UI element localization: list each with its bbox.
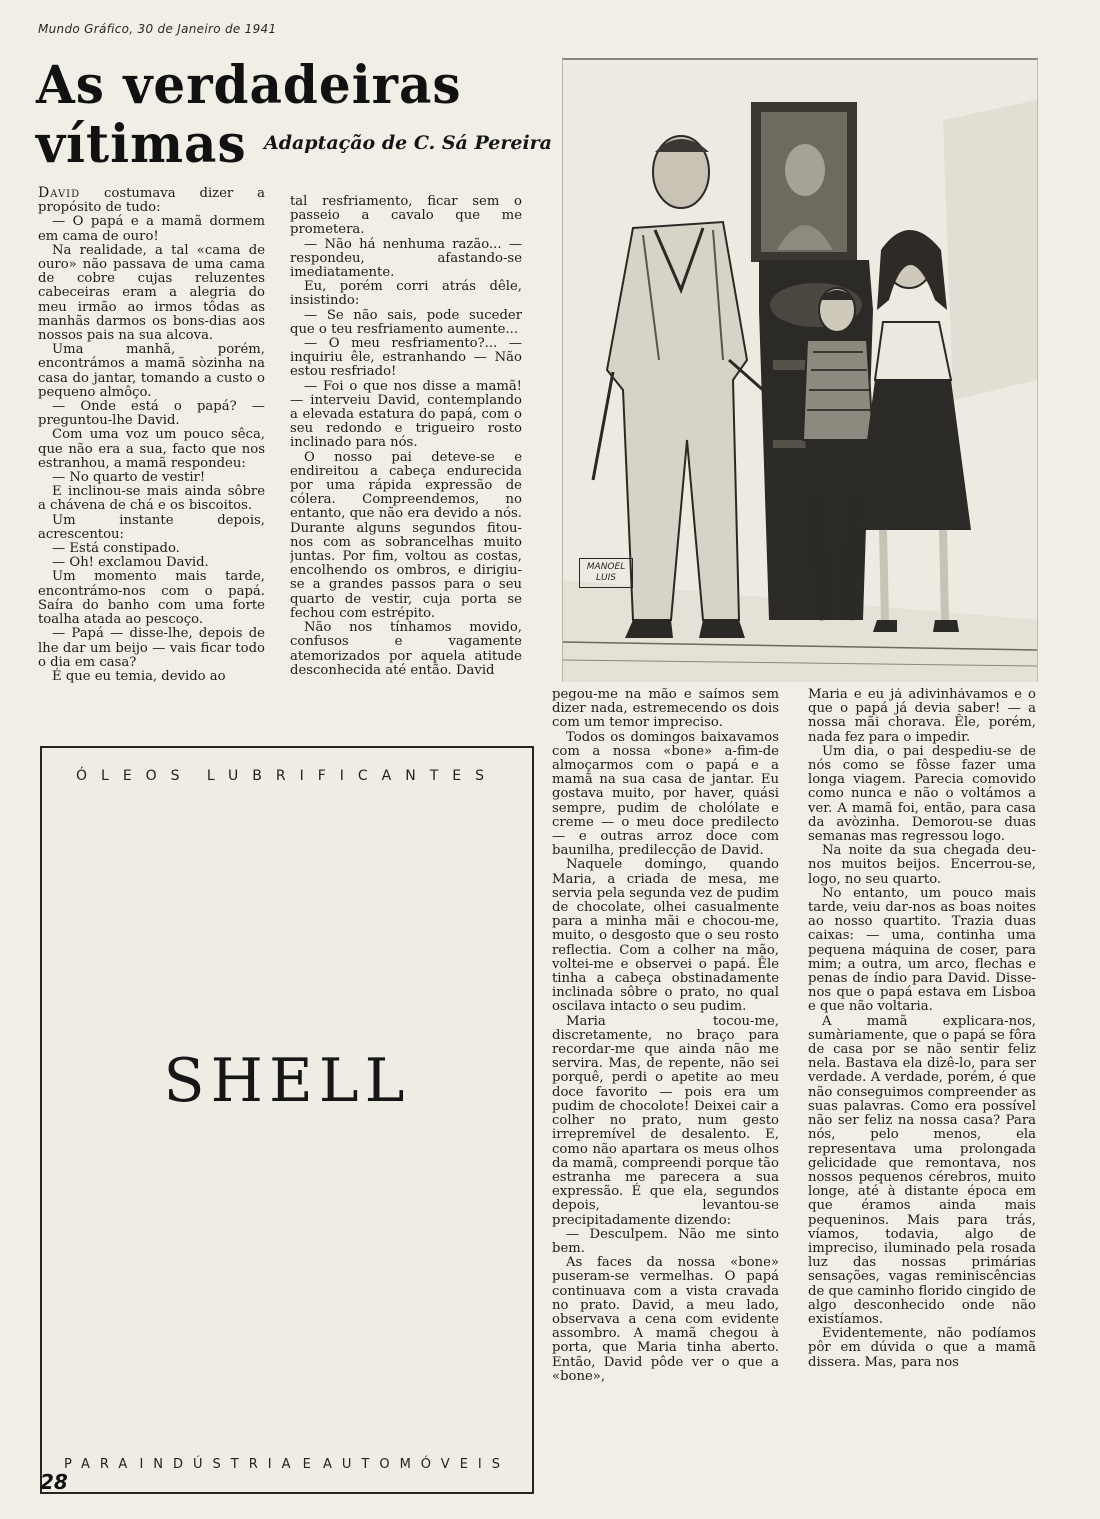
article-column-1: [38, 186, 265, 724]
article-title: As verdadeiras vítimas: [36, 53, 462, 175]
paragraph-text: Um dia, o pai despediu-se de nós como se fôsse fazer uma longa viagem. Parecia comovido como nunca e não o voltámos a ver. A mamã foi, então, para casa da avòzinha. Demorou-se duas semanas mas regressou logo.: [808, 743, 1036, 845]
advert-bottom-word: INDÚSTRIA: [139, 1457, 301, 1472]
article-paragraph: [808, 688, 1036, 745]
article-paragraph: [38, 556, 265, 570]
advert-bottom-line: [42, 1457, 532, 1472]
paragraph-text: Maria e eu já adivinhávamos e o que o papá já devia saber! — a nossa mãi chorava. Êle, porém, nada fez para o impedir.: [808, 688, 1036, 745]
article-byline: Adaptação de C. Sá Pereira: [263, 132, 552, 154]
paragraph-text: E inclinou-se mais ainda sôbre a chávena de chá e os biscoitos.: [38, 484, 265, 514]
advert-bottom-word: AUTOMÓVEIS: [323, 1457, 510, 1472]
article-paragraph: [38, 186, 265, 215]
advert-top-word: LUBRIFICANTES: [206, 768, 498, 784]
article-paragraph: [290, 380, 522, 451]
article-paragraph: [290, 621, 522, 678]
advert-bottom-word: PARA: [64, 1457, 138, 1472]
paragraph-text: Na realidade, a tal «cama de ouro» não passava de uma cama de cobre cujas reluzentes cabeceiras eram a alegria do meu irmão ao irmos tôdas as manhãs darmos os bons-dias aos nossos pais na sua alcova.: [38, 242, 265, 344]
article-column-4: [808, 688, 1036, 1488]
paragraph-text: — No quarto de vestir!: [52, 470, 206, 486]
paragraph-text: tal resfriamento, ficar sem o passeio a cavalo que me prometera.: [290, 195, 522, 238]
paragraph-text: — Foi o que nos disse a mamã! — interveiu David, contemplando a elevada estatura do papá, com o seu redondo e trigueiro rosto inclinado para nós.: [290, 378, 522, 451]
advert-bottom-word: E: [302, 1457, 321, 1472]
paragraph-text: — Papá — disse-lhe, depois de lhe dar um beijo — vais ficar todo o dia em casa?: [38, 626, 265, 670]
advert-top-word: ÓLEOS: [76, 768, 194, 784]
paragraph-text: Todos os domingos baixavamos com a nossa «bone» a-fim-de almoçarmos com o papá e a mamã na sua casa de jantar. Eu gostava muito, por haver, quási sempre, pudim de cholólate e creme — o meu doce predilecto — e outras arroz doce com baunilha, predilecção de David.: [552, 729, 779, 859]
paragraph-text: Eu, porém corri atrás dêle, insistindo:: [290, 279, 522, 309]
article-paragraph: [290, 195, 522, 238]
article-paragraph: [290, 280, 522, 308]
article-paragraph: [552, 1015, 779, 1228]
paragraph-text: Não nos tínhamos movido, confusos e vagamente atemorizados por aquela atitude desconhecida até então. David: [290, 620, 522, 678]
article-paragraph: [290, 451, 522, 621]
paragraph-text: Maria tocou-me, discretamente, no braço para recordar-me que ainda não me servira. Mas, de repente, não sei porquê, perdi o apetite ao meu doce favorito — pois era um pudim de chocolote! Deixei cair a colher no prato, num gesto irrepremível de desalento. E, como não apartara os meus olhos da mamã, compreendi porque tão estranha me parecera a sua expressão. É que ela, segundos depois, levantou-se precipitadamente dizendo:: [552, 1013, 779, 1228]
article-paragraph: [38, 670, 265, 684]
illustration-signature: MANOEL LUIS: [579, 558, 633, 588]
paragraph-text: — Onde está o papá? — preguntou-lhe David.: [38, 399, 265, 429]
article-paragraph: [38, 514, 265, 542]
paragraph-text: Com uma voz um pouco sêca, que não era a sua, facto que nos estranhou, a mamã respondeu:: [38, 427, 265, 471]
article-paragraph: [38, 471, 265, 485]
article-paragraph: [552, 1228, 779, 1256]
article-paragraph: [808, 1327, 1036, 1370]
article-paragraph: [38, 627, 265, 670]
article-paragraph: [38, 485, 265, 513]
advert-top-line: [42, 768, 532, 784]
running-head: Mundo Gráfico, 30 de Janeiro de 1941: [38, 22, 277, 36]
paragraph-text: — O papá e a mamã dormem em cama de ouro!: [38, 214, 265, 244]
article-paragraph: [808, 887, 1036, 1015]
paragraph-text: Naquele domingo, quando Maria, a criada de mesa, me servia pela segunda vez de pudim de chocolate, olhei casualmente para a minha mãi e chocou-me, muito, o desgosto que o seu rosto reflectia. Com a colher na mão, voltei-me e observei o papá. Êle tinha a cabeça obstinadamente inclinada sôbre o prato, no qual oscilava intacto o seu pudim.: [552, 857, 779, 1015]
paragraph-text: — O meu resfriamento?... — inquiriu êle, estranhando — Não estou resfriado!: [290, 336, 522, 380]
article-column-3: [552, 688, 779, 1488]
paragraph-text: Uma manhã, porém, encontrámos a mamã sòzinha na casa do jantar, tomando a custo o pequeno almôço.: [38, 342, 265, 400]
paragraph-text: — Está constipado.: [52, 541, 180, 557]
shell-advert: [40, 746, 534, 1494]
paragraph-text: Evidentemente, não podíamos pôr em dúvida o que a mamã dissera. Mas, para nos: [808, 1326, 1036, 1370]
article-paragraph: [552, 688, 779, 731]
article-paragraph: [38, 215, 265, 243]
paragraph-text: costumava dizer a propósito de tudo:: [38, 186, 265, 216]
story-illustration: [562, 58, 1038, 682]
article-paragraph: [808, 844, 1036, 887]
article-paragraph: [38, 400, 265, 428]
paragraph-text: Na noite da sua chegada deu-nos muitos beijos. Encerrou-se, logo, no seu quarto.: [808, 843, 1036, 887]
paragraph-text: — Se não sais, pode suceder que o teu resfriamento aumente...: [290, 307, 522, 337]
illustration-drawing: [563, 60, 1037, 682]
article-paragraph: [290, 309, 522, 337]
advert-brand: SHELL: [163, 1046, 411, 1116]
article-paragraph: [552, 858, 779, 1014]
paragraph-text: A mamã explicara-nos, sumàriamente, que o papá se fôra de casa por se não sentir feliz nela. Bastava ela dizê-lo, para ser verdade. A verdade, porém, é que não conseguimos compreender as suas palavras. Como era possível não ser feliz na nossa casa? Para nós, pelo menos, ela representava uma prolongada gelicidade que remontava, nos nossos pequenos cérebros, muito longe, até à distante época em que éramos ainda mais pequeninos. Mais para trás, víamos, todavia, algo de impreciso, iluminado pela rosada luz das nossas primárias sensações, vagas reminiscências de que caminho florido cingido de algo desconhecido onde não existíamos.: [808, 1013, 1036, 1327]
article-paragraph: [38, 542, 265, 556]
article-paragraph: [552, 731, 779, 859]
article-paragraph: [38, 570, 265, 627]
article-paragraph: [552, 1256, 779, 1384]
paragraph-text: pegou-me na mão e saímos sem dizer nada, estremecendo os dois com um temor impreciso.: [552, 688, 779, 731]
paragraph-text: No entanto, um pouco mais tarde, veiu dar-nos as boas noites ao nosso quartito. Trazia duas caixas: — uma, continha uma pequena máquina de coser, para mim; a outra, um arco, flechas e penas de índio para David. Disse-nos que o papá estava em Lisboa e que não voltaria.: [808, 885, 1036, 1015]
paragraph-text: É que eu temia, devido ao: [52, 668, 226, 684]
paragraph-text: As faces da nossa «bone» puseram-se vermelhas. O papá continuava com a vista cravada no prato. David, a meu lado, observava a cena com evidente assombro. A mamã chegou à porta, que Maria tinha aberto. Então, David pôde ver o que a «bone»,: [552, 1255, 779, 1384]
article-paragraph: [808, 1015, 1036, 1327]
paragraph-text: Um instante depois, acrescentou:: [38, 512, 265, 542]
lead-word: David: [38, 186, 81, 201]
article-paragraph: [290, 337, 522, 380]
article-paragraph: [38, 428, 265, 471]
page-number: 28: [40, 1470, 68, 1494]
article-paragraph: [38, 244, 265, 343]
paragraph-text: — Oh! exclamou David.: [52, 555, 209, 571]
article-paragraph: [808, 745, 1036, 844]
paragraph-text: — Não há nenhuma razão... — respondeu, afastando-se imediatamente.: [290, 236, 522, 281]
article-paragraph: [290, 238, 522, 281]
article-column-2: [290, 195, 522, 725]
article-paragraph: [38, 343, 265, 400]
paragraph-text: O nosso pai deteve-se e endireitou a cabeça endurecida por uma rápida expressão de cólera. Compreendemos, no entanto, que não era devido a nós. Durante alguns segundos fitou-nos com as sobrancelhas muito juntas. Por fim, voltou as costas, encolhendo os ombros, e dirigiu-se a grandes passos para o seu quarto de vestir, cuja porta se fechou com estrépito.: [290, 449, 522, 621]
paragraph-text: Um momento mais tarde, encontrámo-nos com o papá. Saíra do banho com uma forte toalha atada ao pescoço.: [38, 569, 265, 628]
paragraph-text: — Desculpem. Não me sinto bem.: [552, 1226, 779, 1256]
